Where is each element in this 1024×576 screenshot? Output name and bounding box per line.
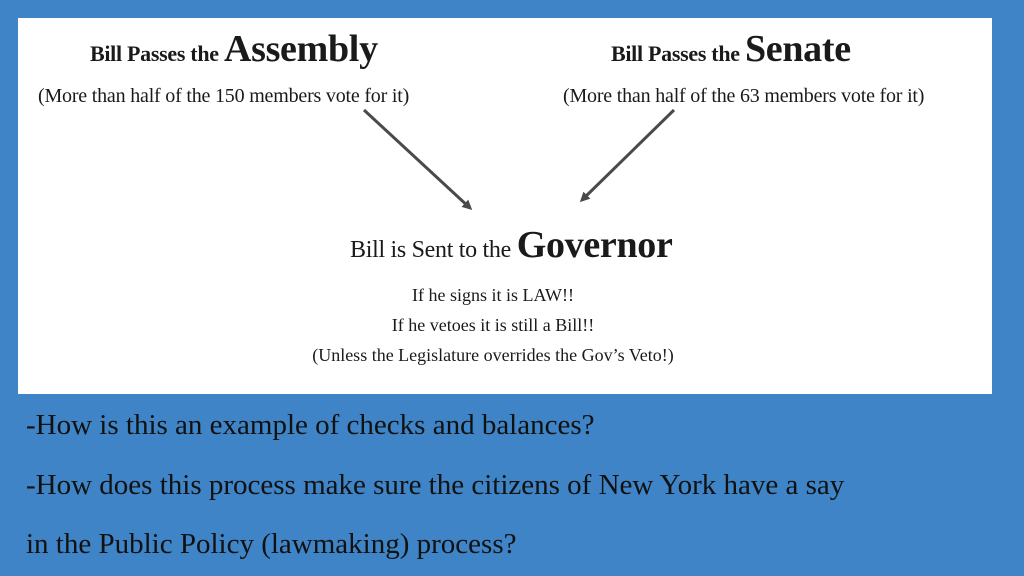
governor-sign-outcome: If he signs it is LAW!! [411, 285, 575, 305]
flow-arrows [18, 18, 992, 394]
assembly-vote-note: (More than half of the 150 members vote for it) [38, 85, 410, 107]
question-checks-and-balances: -How is this an example of checks and balances? [26, 409, 595, 441]
question-citizens-say-line-1: -How does this process make sure the citizens of New York have a say [26, 469, 845, 501]
assembly-heading-name: Assembly [223, 28, 378, 70]
senate-to-governor-arrow [582, 110, 674, 200]
assembly-to-governor-arrow [364, 110, 470, 208]
senate-vote-note: (More than half of the 63 members vote for it) [563, 85, 925, 107]
question-citizens-say-line-2: in the Public Policy (lawmaking) process? [26, 528, 517, 560]
senate-heading-name: Senate [744, 28, 851, 70]
governor-heading-name: Governor [516, 224, 673, 266]
veto-override-note: (Unless the Legislature overrides the Gov’s Veto!) [312, 345, 674, 365]
governor-heading-lead: Bill is Sent to the [350, 237, 517, 263]
assembly-heading-lead: Bill Passes the [90, 41, 224, 66]
governor-veto-outcome: If he vetoes it is still a Bill!! [391, 315, 595, 335]
senate-heading-lead: Bill Passes the [611, 41, 745, 66]
flow-diagram-panel [18, 18, 992, 394]
governor-heading [350, 226, 673, 264]
